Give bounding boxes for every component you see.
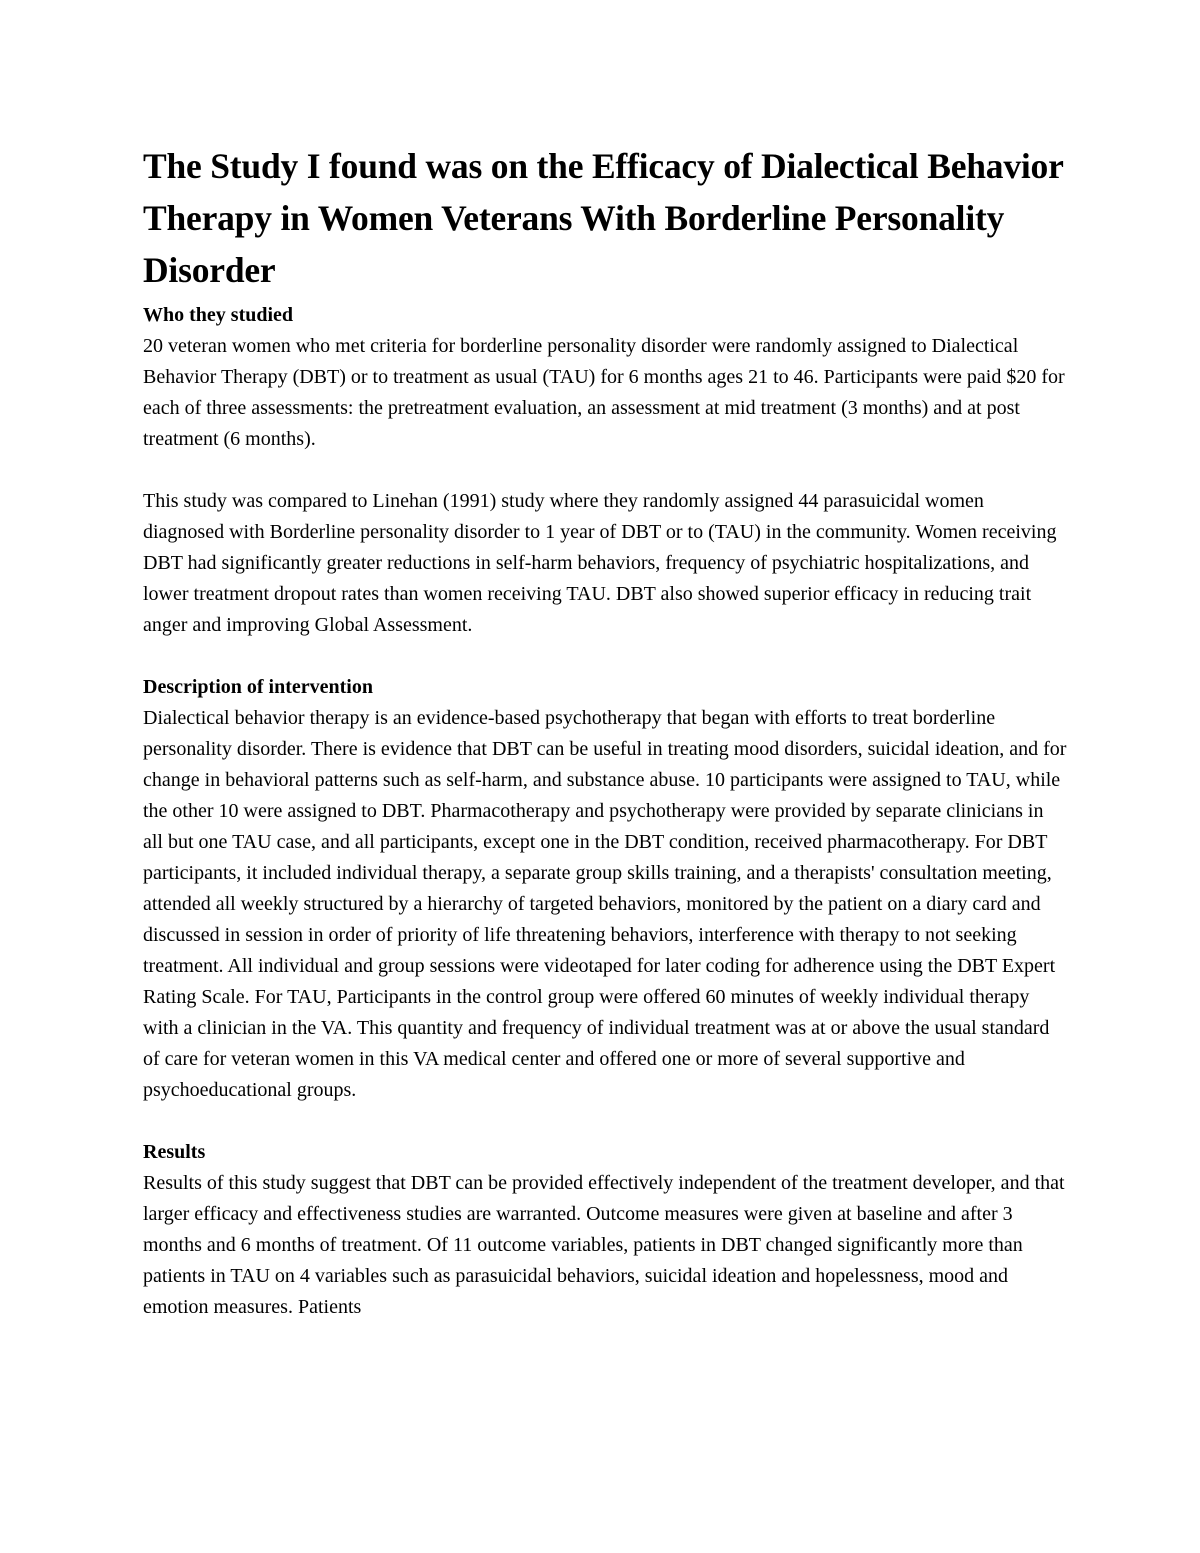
- paragraph: Dialectical behavior therapy is an evidence-based psychotherapy that began with efforts to treat borderline personality disorder. There is evidence that DBT can be useful in treating mood disorders, suicidal ideation, and for change in behavioral patterns such as self-harm, and substance abuse. 10 participants were assigned to TAU, while the other 10 were assigned to DBT. Pharmacotherapy and psychotherapy were provided by separate clinicians in all but one TAU case, and all participants, except one in the DBT condition, received pharmacotherapy. For DBT participants, it included individual therapy, a separate group skills training, and a therapists' consultation meeting, attended all weekly structured by a hierarchy of targeted behaviors, monitored by the patient on a diary card and discussed in session in order of priority of life threatening behaviors, interference with therapy to not seeking treatment. All individual and group sessions were videotaped for later coding for adherence using the DBT Expert Rating Scale. For TAU, Participants in the control group were offered 60 minutes of weekly individual therapy with a clinician in the VA. This quantity and frequency of individual treatment was at or above the usual standard of care for veteran women in this VA medical center and offered one or more of several supportive and psychoeducational groups.: [143, 707, 1067, 1101]
- document-title: The Study I found was on the Efficacy of Dialectical Behavior Therapy in Women Veterans With Borderline Personality Disorder: [143, 146, 1064, 290]
- section-description-of-intervention: [143, 672, 1068, 1106]
- paragraph: This study was compared to Linehan (1991) study where they randomly assigned 44 parasuicidal women diagnosed with Borderline personality disorder to 1 year of DBT or to (TAU) in the community. Women receiving DBT had significantly greater reductions in self-harm behaviors, frequency of psychiatric hospitalizations, and lower treatment dropout rates than women receiving TAU. DBT also showed superior efficacy in reducing trait anger and improving Global Assessment.: [143, 490, 1057, 636]
- section-results: [143, 1137, 1068, 1323]
- section-heading: Who they studied: [143, 304, 294, 326]
- paragraph-spacer: [143, 455, 1068, 486]
- section-spacer: [143, 641, 1068, 672]
- section-spacer: [143, 1106, 1068, 1137]
- document-page: [143, 140, 1068, 1323]
- section-heading: Description of intervention: [143, 676, 373, 698]
- paragraph: 20 veteran women who met criteria for borderline personality disorder were randomly assigned to Dialectical Behavior Therapy (DBT) or to treatment as usual (TAU) for 6 months ages 21 to 46. Participants were paid $20 for each of three assessments: the pretreatment evaluation, an assessment at mid treatment (3 months) and at post treatment (6 months).: [143, 335, 1065, 450]
- section-heading: Results: [143, 1141, 206, 1163]
- paragraph: Results of this study suggest that DBT can be provided effectively independent of the treatment developer, and that larger efficacy and effectiveness studies are warranted. Outcome measures were given at baseline and after 3 months and 6 months of treatment. Of 11 outcome variables, patients in DBT changed significantly more than patients in TAU on 4 variables such as parasuicidal behaviors, suicidal ideation and hopelessness, mood and emotion measures. Patients: [143, 1172, 1065, 1318]
- section-who-they-studied: [143, 300, 1068, 641]
